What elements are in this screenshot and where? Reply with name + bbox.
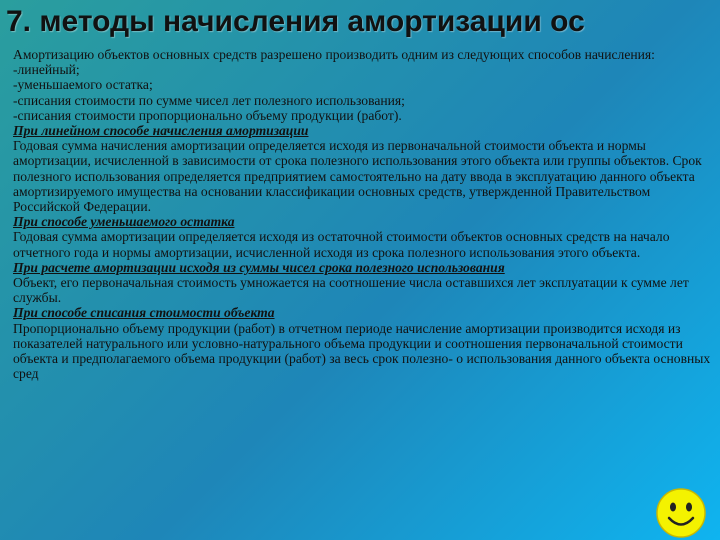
slide-content (13, 47, 713, 381)
section-text-declining-balance: Годовая сумма амортизации определяется исходя из остаточной стоимости объектов основных средств на начало отчетного года и нормы амортизации, исчисленной исходя из срока полезного использования этого объекта. (13, 229, 670, 260)
section-text-linear: Годовая сумма начисления амортизации определяется исходя из первоначальной стоимости объекта и нормы амортизации, исчисленной в зависимости от срока полезного использования этого объекта или группы объектов. Срок полезного использования определяется предприятием самостоятельно на дату ввода в эксплуатацию данного объекта амортизируемого имущества на основании классификации основных средств, утвержденной Правительством Российской Федерации. (13, 138, 702, 215)
method-list-item: -уменьшаемого остатка; (13, 77, 153, 93)
section-text-units-of-production: Пропорционально объему продукции (работ) в отчетном периоде начисление амортизации производится исходя из показателей натурального или условно-натурального объема продукции и соотношения первоначальной стоимости объекта и предполагаемого объема продукции (работ) за весь срок полезно- о использования данного объекта основных сред (13, 320, 711, 382)
intro-paragraph: Амортизацию объектов основных средств разрешено производить одним из следующих способов начисления: (13, 47, 655, 62)
method-list-item: -списания стоимости по сумме чисел лет полезного использования; (13, 92, 405, 108)
section-heading-declining-balance: При способе уменьшаемого остатка (13, 214, 235, 230)
method-list-item: -списания стоимости пропорционально объему продукции (работ). (13, 107, 402, 123)
section-heading-linear: При линейном способе начисления амортизации (13, 123, 309, 139)
smiley-face-icon (655, 487, 707, 539)
slide-title: 7. методы начисления амортизации ос (6, 5, 585, 38)
section-text-sum-of-years: Объект, его первоначальная стоимость умножается на соотношение числа оставшихся лет эксплуатации к сумме лет службы. (13, 275, 689, 306)
section-heading-units-of-production: При способе списания стоимости объекта (13, 305, 275, 321)
method-list-item: -линейный; (13, 62, 80, 78)
section-heading-sum-of-years: При расчете амортизации исходя из суммы чисел срока полезного использования (13, 259, 505, 275)
